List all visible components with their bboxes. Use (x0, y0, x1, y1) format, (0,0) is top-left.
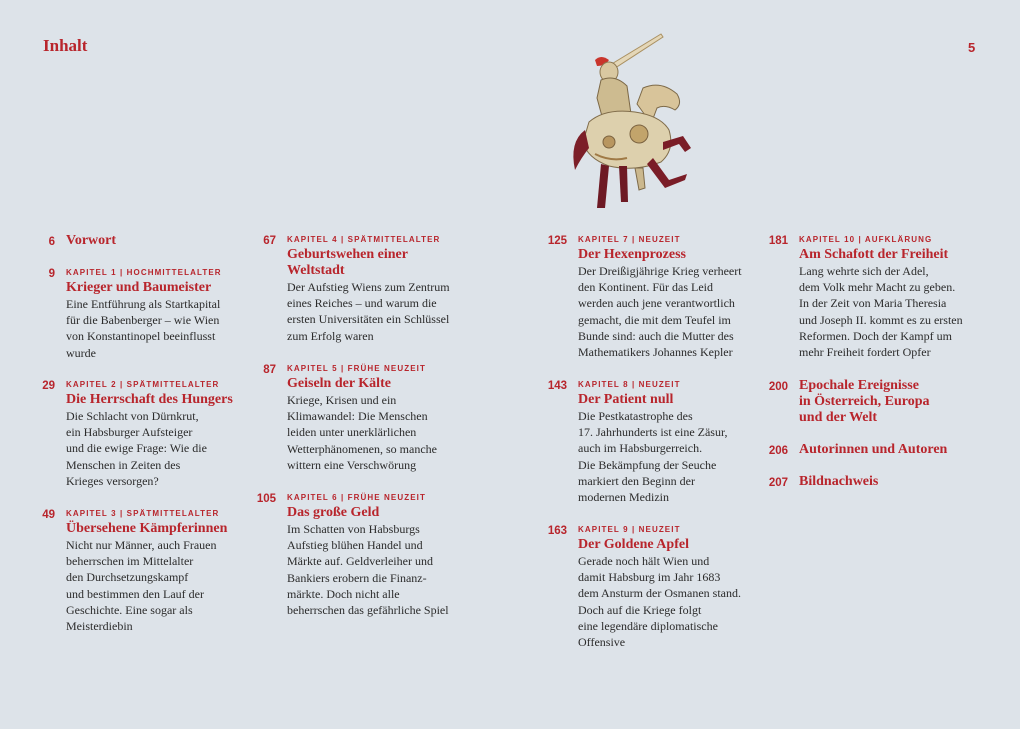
chapter-label: KAPITEL 4 | SPÄTMITTELALTER (287, 235, 441, 244)
chapter-title: Autorinnen und Autoren (799, 442, 948, 457)
toc-page-number: 207 (768, 477, 788, 489)
chapter-label: KAPITEL 6 | FRÜHE NEUZEIT (287, 493, 426, 502)
toc-page-number: 105 (256, 493, 276, 505)
toc-page-number: 181 (768, 235, 788, 247)
toc-page-number: 29 (42, 380, 55, 392)
chapter-title: Bildnachweis (799, 474, 879, 489)
chapter-title: Die Herrschaft des Hungers (66, 392, 233, 407)
chapter-description: Der Dreißigjährige Krieg verheert den Kontinent. Für das Leid werden auch jene verantwortlich gemacht, die mit dem Teufel im Bunde sind: auch die Mutter des Mathematikers Johannes Kepler (578, 264, 742, 360)
chapter-title: Der Patient null (578, 392, 674, 407)
chapter-label: KAPITEL 10 | AUFKLÄRUNG (799, 235, 933, 244)
chapter-description: Lang wehrte sich der Adel, dem Volk mehr Macht zu geben. In der Zeit von Maria Theresia und Joseph II. kommt es zu ersten Reformen. Doch der Kampf um mehr Freiheit fordert Opfer (799, 264, 963, 360)
chapter-title: Vorwort (66, 233, 117, 248)
toc-page-number: 125 (547, 235, 567, 247)
chapter-title: Krieger und Baumeister (66, 280, 212, 295)
chapter-description: Eine Entführung als Startkapital für die Babenberger – wie Wien von Konstantinopel beeinflusst wurde (66, 297, 221, 360)
toc-page-number: 200 (768, 381, 788, 393)
chapter-label: KAPITEL 8 | NEUZEIT (578, 380, 681, 389)
chapter-description: Kriege, Krisen und ein Klimawandel: Die Menschen leiden unter unerklärlichen Wetterphänomenen, so manche wittern eine Verschwörung (287, 393, 437, 472)
chapter-title: Der Goldene Apfel (578, 537, 689, 552)
chapter-title: Geiseln der Kälte (287, 376, 391, 391)
chapter-label: KAPITEL 7 | NEUZEIT (578, 235, 681, 244)
chapter-description: Nicht nur Männer, auch Frauen beherrschen im Mittelalter den Durchsetzungskampf und bestimmen den Lauf der Geschichte. Eine sogar als Meisterdiebin (66, 538, 217, 634)
toc-page-number: 206 (768, 445, 788, 457)
chapter-description: Die Pestkatastrophe des 17. Jahrhunderts ist eine Zäsur, auch im Habsburgerreich. Die Bekämpfung der Seuche markiert den Beginn der modernen Medizin (578, 409, 728, 505)
page-number: 5 (968, 40, 976, 55)
toc-page-number: 87 (263, 364, 276, 376)
toc-page-number: 67 (263, 235, 276, 247)
chapter-description: Gerade noch hält Wien und damit Habsburg im Jahr 1683 dem Ansturm der Osmanen stand. Doch auf die Kriege folgt eine legendäre diplomatische Offensive (578, 554, 741, 650)
chapter-title: Das große Geld (287, 505, 380, 520)
chapter-label: KAPITEL 1 | HOCHMITTELALTER (66, 268, 222, 277)
chapter-description: Im Schatten von Habsburgs Aufstieg blühen Handel und Märkte auf. Geldverleiher und Bankiers erobern die Finanz- märkte. Doch nicht alle beherrschen das gefährliche Spiel (287, 522, 449, 618)
toc-page-number: 49 (42, 509, 55, 521)
chapter-label: KAPITEL 2 | SPÄTMITTELALTER (66, 380, 220, 389)
chapter-description: Der Aufstieg Wiens zum Zentrum eines Reiches – und warum die ersten Universitäten ein Schlüssel zum Erfolg waren (287, 280, 450, 343)
chapter-description: Die Schlacht von Dürnkrut, ein Habsburger Aufsteiger und die ewige Frage: Wie die Menschen in Zeiten des Krieges versorgen? (66, 409, 207, 488)
chapter-label: KAPITEL 9 | NEUZEIT (578, 525, 681, 534)
chapter-title: Epochale Ereignisse in Österreich, Europa und der Welt (799, 378, 930, 425)
toc-page-number: 9 (48, 268, 55, 280)
toc-page-number: 163 (547, 525, 567, 537)
chapter-label: KAPITEL 3 | SPÄTMITTELALTER (66, 509, 220, 518)
page-title: Inhalt (43, 36, 88, 55)
chapter-title: Der Hexenprozess (578, 247, 686, 262)
chapter-title: Am Schafott der Freiheit (799, 247, 949, 262)
toc-page-number: 6 (48, 236, 55, 248)
chapter-title: Übersehene Kämpferinnen (66, 521, 228, 536)
chapter-title: Geburtswehen einer Weltstadt (287, 247, 408, 278)
chapter-label: KAPITEL 5 | FRÜHE NEUZEIT (287, 364, 426, 373)
knight-on-horse-illustration (565, 30, 710, 220)
toc-page-number: 143 (547, 380, 567, 392)
